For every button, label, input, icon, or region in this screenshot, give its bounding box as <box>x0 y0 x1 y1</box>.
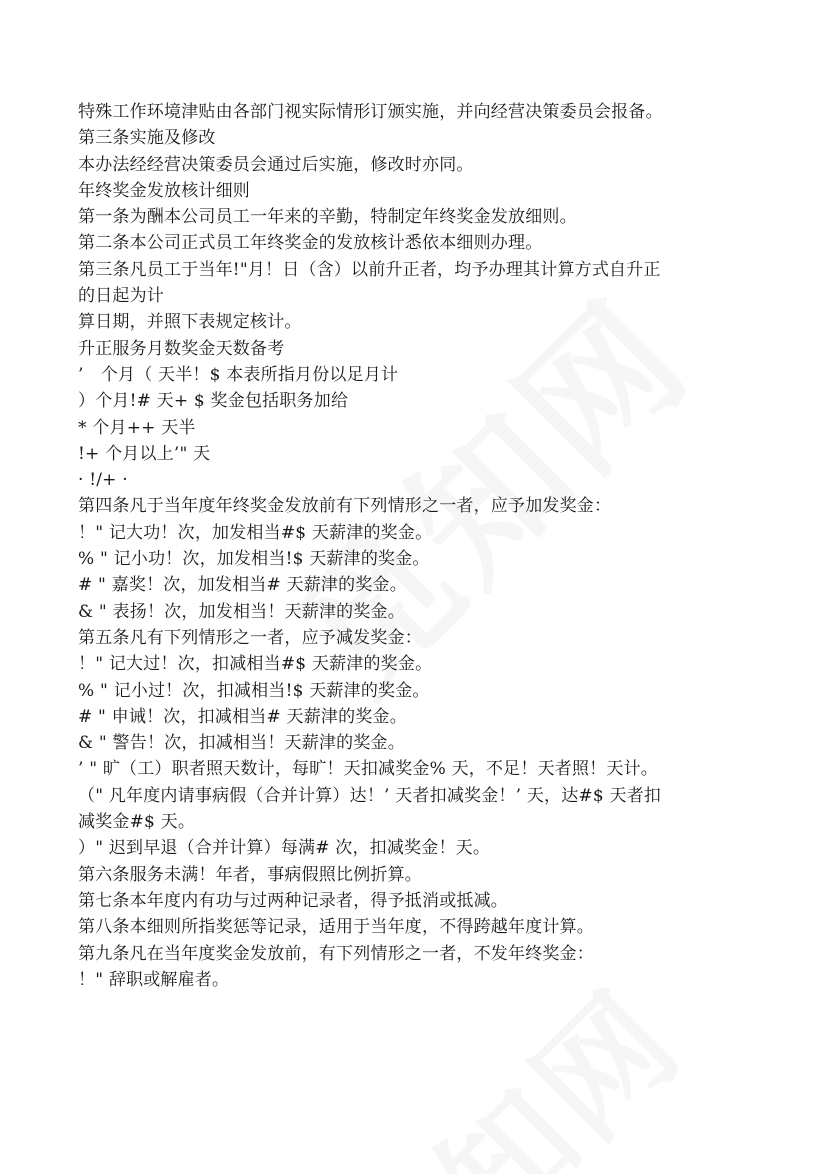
document-body <box>78 99 768 993</box>
list-item: ！" 记大过！次，扣减相当#$ 天薪津的奖金。 <box>78 654 433 675</box>
table-row-line: ’ 个月（ 天半！$ 本表所指月份以足月计 <box>78 364 399 385</box>
list-item: ）" 迟到早退（合并计算）每满# 次，扣减奖金！天。 <box>78 838 491 859</box>
document-heading: 年终奖金发放核计细则 <box>78 180 250 201</box>
article-line: 第三条凡员工于当年!"月！日（含）以前升正者，均予办理其计算方式自升正 <box>78 259 661 280</box>
article-line: 算日期，并照下表规定核计。 <box>78 312 302 333</box>
paragraph-line: 特殊工作环境津贴由各部门视实际情形订颁实施，并向经营决策委员会报备。 <box>78 102 663 122</box>
list-item: ’ " 旷（工）职者照天数计，每旷！天扣减奖金% 天，不足！天者照！天计。 <box>78 759 658 780</box>
list-item: （" 凡年度内请事病假（合并计算）达！’ 天者扣减奖金！’ 天，达#$ 天者扣 <box>78 785 662 806</box>
table-row-line: !+ 个月以上’" 天 <box>78 443 211 464</box>
list-item: 减奖金#$ 天。 <box>78 812 196 833</box>
list-item: # " 申诫！次，扣减相当# 天薪津的奖金。 <box>78 706 407 727</box>
article-line: 第五条凡有下列情形之一者，应予减发奖金： <box>78 627 422 648</box>
list-item: & " 警告！次，扣减相当！天薪津的奖金。 <box>78 733 405 754</box>
list-item: ！" 记大功！次，加发相当#$ 天薪津的奖金。 <box>78 522 433 543</box>
article-line: 第一条为酬本公司员工一年来的辛勤，特制定年终奖金发放细则。 <box>78 207 577 228</box>
list-item: % " 记小功！次，加发相当!$ 天薪津的奖金。 <box>78 549 430 570</box>
list-item: # " 嘉奖！次，加发相当# 天薪津的奖金。 <box>78 575 407 596</box>
table-header-line: 升正服务月数奖金天数备考 <box>78 338 285 359</box>
list-item: & " 表扬！次，加发相当！天薪津的奖金。 <box>78 601 405 622</box>
table-row-line: * 个月++ 天半 <box>78 417 196 438</box>
article-line: 的日起为计 <box>78 286 164 307</box>
page-number-line: · !/+ · <box>78 470 128 491</box>
article-line: 第六条服务未满！年者，事病假照比例折算。 <box>78 864 422 885</box>
article-line: 第八条本细则所指奖惩等记录，适用于当年度，不得跨越年度计算。 <box>78 917 594 938</box>
article-line: 第七条本年度内有功与过两种记录者，得予抵消或抵减。 <box>78 890 508 911</box>
list-item: ！" 辞职或解雇者。 <box>78 969 230 990</box>
article-line: 第九条凡在当年度奖金发放前，有下列情形之一者，不发年终奖金： <box>78 943 594 964</box>
section-heading: 第三条实施及修改 <box>78 128 216 149</box>
article-line: 第二条本公司正式员工年终奖金的发放核计悉依本细则办理。 <box>78 233 543 254</box>
list-item: % " 记小过！次，扣减相当!$ 天薪津的奖金。 <box>78 680 430 701</box>
paragraph-line: 本办法经经营决策委员会通过后实施，修改时亦同。 <box>78 154 474 175</box>
article-line: 第四条凡于当年度年终奖金发放前有下列情形之一者，应予加发奖金： <box>78 496 612 517</box>
table-row-line: ）个月!# 天+ $ 奖金包括职务加给 <box>78 391 349 412</box>
